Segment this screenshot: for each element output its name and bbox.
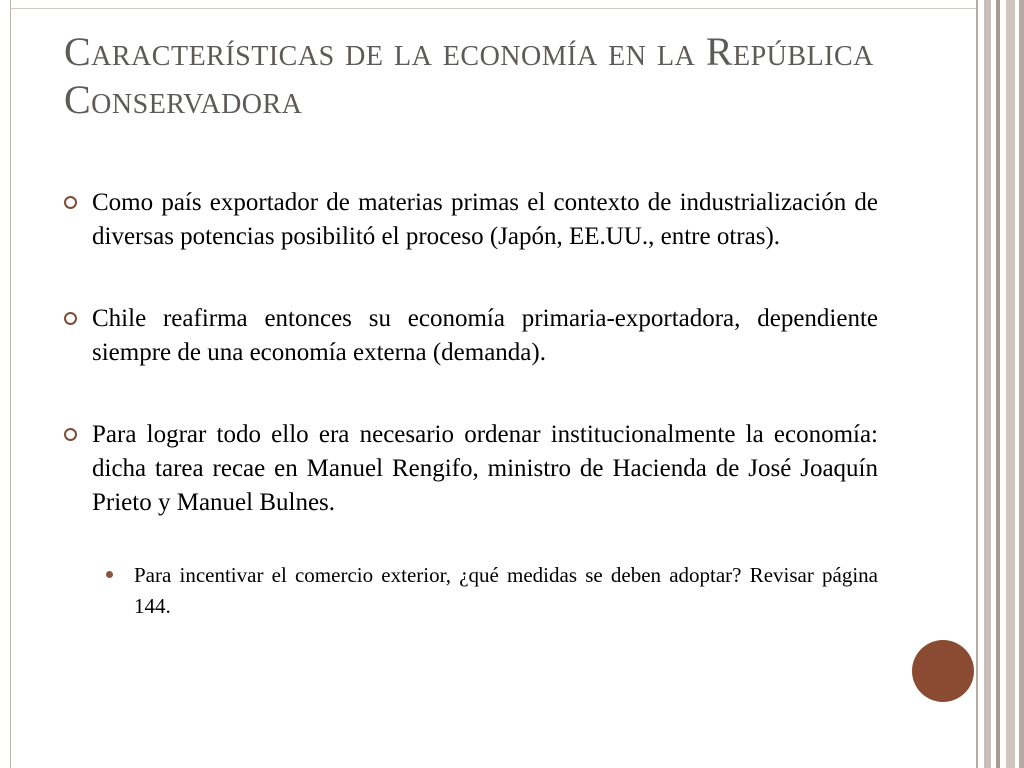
- bullet-item: [64, 302, 878, 370]
- bullet-text: Como país exportador de materias primas el contexto de industrialización de diversas potencias posibilitó el proceso (Japón, EE.UU., entre otras).: [92, 189, 878, 250]
- slide-title: Características de la economía en la República Conservadora: [64, 29, 874, 122]
- ring-bullet-icon: [64, 196, 77, 209]
- decor-bar: [1006, 0, 1015, 768]
- bullet-item: [64, 418, 878, 520]
- bullet-item: [64, 186, 878, 254]
- bullet-text: Chile reafirma entonces su economía primaria-exportadora, dependiente siempre de una economía externa (demanda).: [92, 305, 878, 366]
- decorative-right-bars: [976, 0, 1024, 768]
- ring-bullet-icon: [64, 312, 77, 325]
- decor-bar: [984, 0, 991, 768]
- sub-bullet-item: [64, 560, 878, 622]
- frame-left-line: [10, 0, 11, 768]
- bullet-text: Para lograr todo ello era necesario ordenar institucionalmente la economía: dicha tarea recae en Manuel Rengifo, ministro de Hacienda de José Joaquín Prieto y Manuel Bulnes.: [92, 421, 878, 516]
- sub-bullet-text: Para incentivar el comercio exterior, ¿qué medidas se deben adoptar? Revisar página 144.: [134, 563, 878, 618]
- frame-top-line: [10, 8, 976, 9]
- decor-bar: [996, 0, 1000, 768]
- circle-decoration: [912, 640, 974, 702]
- decor-bar: [976, 0, 978, 768]
- dot-bullet-icon: [106, 571, 113, 578]
- ring-bullet-icon: [64, 428, 77, 441]
- bullet-list: [64, 186, 878, 622]
- decor-bar: [1019, 0, 1024, 768]
